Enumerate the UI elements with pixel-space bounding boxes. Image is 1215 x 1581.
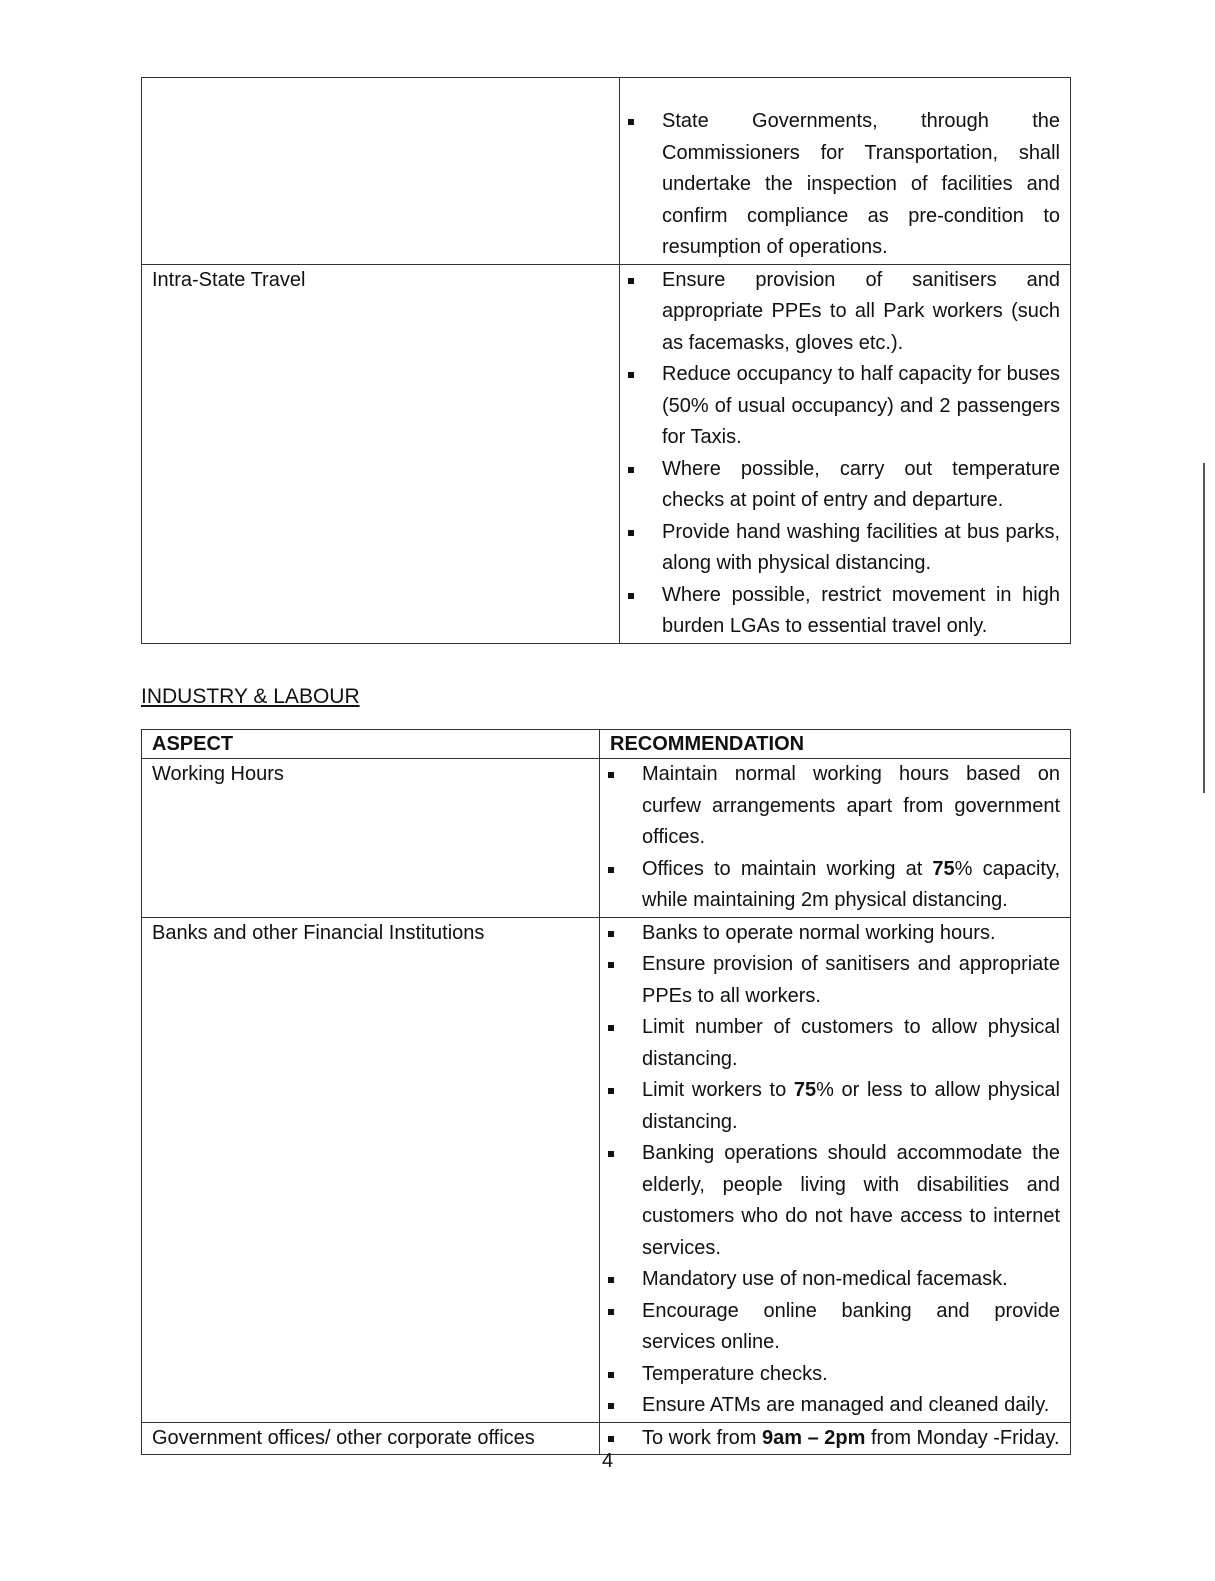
recommendation-cell (600, 917, 1071, 1422)
item-text: Where possible, carry out temperature checks at point of entry and departure. (662, 457, 1060, 511)
square-bullet-icon (608, 1277, 614, 1283)
item-text: Limit workers to (642, 1079, 794, 1101)
item-text: Banks to operate normal working hours. (642, 921, 996, 944)
table-header-row (142, 730, 1071, 759)
list-item (620, 359, 1060, 454)
aspect-cell: Banks and other Financial Institutions (142, 917, 600, 1422)
list-item (600, 1359, 1060, 1391)
item-text: % or less to allow physical distancing. (642, 1079, 1060, 1133)
square-bullet-icon (608, 772, 614, 778)
list-item (600, 854, 1060, 917)
recommendation-cell (600, 759, 1071, 918)
list-item (600, 1012, 1060, 1075)
square-bullet-icon (628, 593, 634, 599)
emphasis-text: 75 (932, 857, 955, 880)
square-bullet-icon (628, 530, 634, 536)
list-item (620, 580, 1060, 643)
transport-table-continued (141, 77, 1071, 644)
table-row (142, 78, 1071, 265)
item-text: % capacity, while maintaining 2m physical distancing. (642, 857, 1061, 911)
table-row (142, 759, 1071, 918)
list-item (620, 517, 1060, 580)
header-recommendation: RECOMMENDATION (600, 730, 1071, 759)
square-bullet-icon (608, 931, 614, 937)
item-text: from Monday -Friday. (865, 1426, 1060, 1449)
square-bullet-icon (608, 867, 614, 873)
emphasis-text: 75 (793, 1079, 817, 1101)
table-row (142, 264, 1071, 643)
page-number: 4 (601, 1450, 614, 1472)
square-bullet-icon (628, 372, 634, 378)
list-item (620, 106, 1060, 264)
item-text: Ensure provision of sanitisers and appropriate PPEs to all Park workers (such as facemasks, gloves etc.). (662, 268, 1060, 354)
item-text: Provide hand washing facilities at bus parks, along with physical distancing. (662, 520, 1060, 574)
recommendation-list (600, 759, 1060, 917)
aspect-cell (142, 78, 620, 265)
item-text: Ensure provision of sanitisers and appropriate PPEs to all workers. (642, 953, 1060, 1007)
square-bullet-icon (628, 119, 634, 125)
item-text: Limit number of customers to allow physical distancing. (642, 1016, 1060, 1070)
square-bullet-icon (608, 1309, 614, 1315)
item-text: State Governments, through the Commissioners for Transportation, shall undertake the inspection of facilities and confirm compliance as pre-condition to resumption of operations. (662, 110, 1060, 258)
square-bullet-icon (608, 1025, 614, 1031)
list-item (600, 1075, 1060, 1138)
square-bullet-icon (608, 962, 614, 968)
item-text: Temperature checks. (642, 1362, 828, 1385)
list-item (600, 1390, 1060, 1422)
aspect-cell: Working Hours (142, 759, 600, 918)
list-item (600, 1264, 1060, 1296)
aspect-cell: Government offices/ other corporate offices (142, 1422, 600, 1455)
emphasis-text: 9am – 2pm (762, 1426, 866, 1449)
list-item (600, 1138, 1060, 1264)
square-bullet-icon (608, 1403, 614, 1409)
square-bullet-icon (608, 1372, 614, 1378)
recommendation-list (620, 106, 1060, 264)
square-bullet-icon (608, 1436, 614, 1442)
aspect-cell: Intra-State Travel (142, 264, 620, 643)
item-text: Offices to maintain working at (642, 857, 933, 880)
item-text: To work from (642, 1426, 763, 1449)
list-item (620, 265, 1060, 360)
item-text: Mandatory use of non-medical facemask. (642, 1268, 1008, 1290)
header-aspect: ASPECT (142, 730, 600, 759)
item-text: Reduce occupancy to half capacity for buses (50% of usual occupancy) and 2 passengers for Taxis. (662, 363, 1060, 448)
square-bullet-icon (628, 278, 634, 284)
square-bullet-icon (608, 1088, 614, 1094)
item-text: Banking operations should accommodate the elderly, people living with disabilities and customers who do not have access to internet services. (642, 1142, 1060, 1259)
item-text: Maintain normal working hours based on curfew arrangements apart from government offices. (642, 763, 1060, 848)
list-item (600, 759, 1060, 854)
industry-labour-table (141, 729, 1071, 1455)
recommendation-cell (620, 78, 1071, 265)
list-item (600, 918, 1060, 950)
recommendation-cell (620, 264, 1071, 643)
list-item (600, 949, 1060, 1012)
item-text: Encourage online banking and provide services online. (642, 1299, 1060, 1353)
section-title: INDUSTRY & LABOUR (141, 685, 360, 708)
table-row (142, 917, 1071, 1422)
list-item (600, 1296, 1060, 1359)
item-text: Where possible, restrict movement in high burden LGAs to essential travel only. (662, 583, 1060, 637)
item-text: Ensure ATMs are managed and cleaned daily. (642, 1394, 1050, 1416)
scrollbar[interactable] (1203, 463, 1205, 793)
list-item (620, 454, 1060, 517)
recommendation-list (600, 918, 1060, 1422)
square-bullet-icon (628, 467, 634, 473)
recommendation-list (620, 265, 1060, 643)
square-bullet-icon (608, 1151, 614, 1157)
